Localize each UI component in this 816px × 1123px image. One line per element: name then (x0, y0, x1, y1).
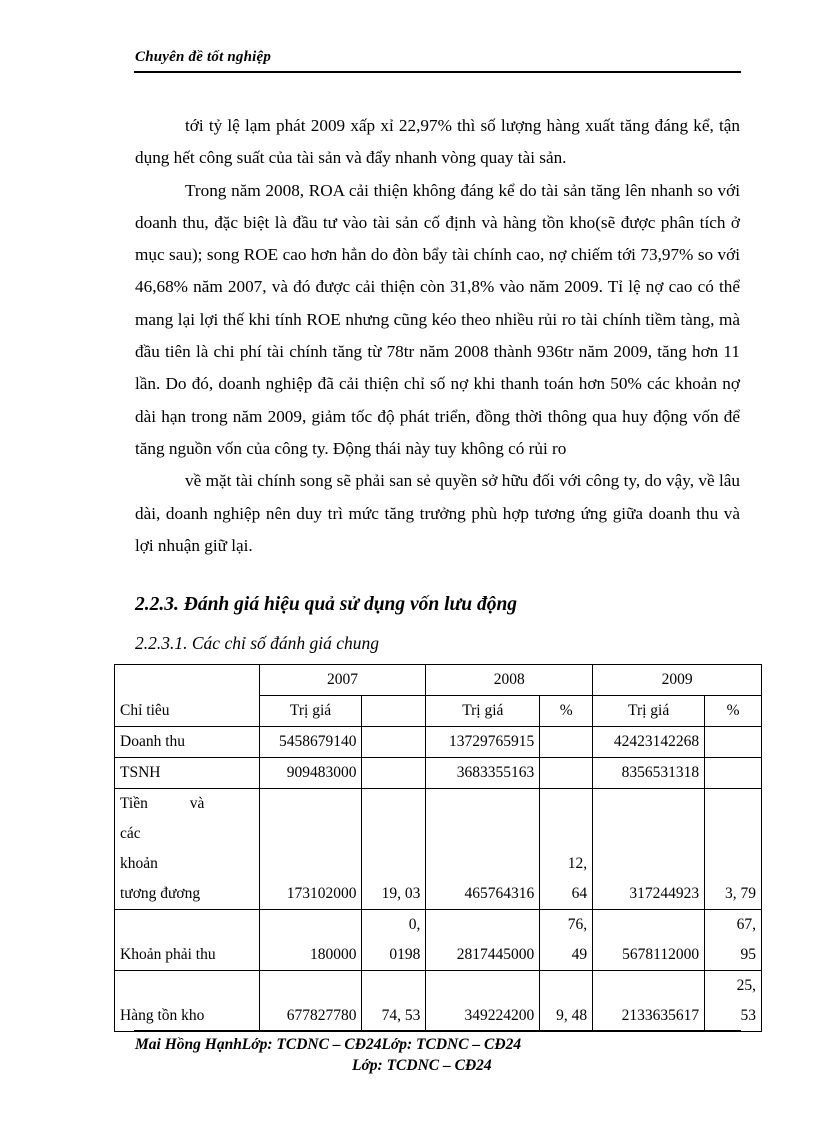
paragraph-1: tới tỷ lệ lạm phát 2009 xấp xỉ 22,97% thì số lượng hàng xuất tăng đáng kể, tận dụng hết công suất của tài sản và đẩy nhanh vòng quay tài sản. (135, 116, 740, 168)
cell-percent (705, 971, 762, 1032)
cell-value: 173102000 (259, 789, 362, 910)
cell-percent-line: 53 (740, 1007, 756, 1024)
column-header-year: 2007 (259, 665, 426, 696)
indicator-table (114, 664, 762, 1032)
cell-percent: 19, 03 (362, 789, 426, 910)
cell-percent-line: 64 (571, 885, 588, 902)
cell-percent-line: 25, (736, 977, 756, 994)
paragraph-3: về mặt tài chính song sẽ phải san sẻ quyền sở hữu đối với công ty, do vậy, về lâu dài, doanh nghiệp nên duy trì mức tăng trưởng phù hợp tương ứng giữa doanh thu và lợi nhuận giữ lại. (135, 471, 740, 555)
cell-percent (540, 758, 593, 789)
cell-percent (362, 910, 426, 971)
cell-percent-line: 12, (567, 855, 588, 872)
page-header (134, 47, 741, 73)
column-header-year: 2008 (426, 665, 593, 696)
column-header-value: Trị giá (593, 696, 705, 727)
cell-percent (705, 758, 762, 789)
cell-value: 5678112000 (593, 910, 705, 971)
row-label: TSNH (115, 758, 260, 789)
footer-line-1: Mai Hồng HạnhLớp: TCDNC – CĐ24Lớp: TCDNC – CĐ24 (135, 1036, 522, 1053)
section-heading: 2.2.3. Đánh giá hiệu quả sử dụng vốn lưu động (135, 594, 518, 615)
cell-value: 2133635617 (593, 971, 705, 1032)
cell-percent: 74, 53 (362, 971, 426, 1032)
cell-percent-line: 95 (740, 946, 756, 963)
cell-value: 317244923 (593, 789, 705, 910)
row-label: Khoản phải thu (115, 910, 260, 971)
cell-percent (362, 727, 426, 758)
cell-value: 5458679140 (259, 727, 362, 758)
table-row (115, 727, 762, 758)
cell-value: 349224200 (426, 971, 540, 1032)
column-header-percent: % (540, 696, 593, 727)
cell-value: 465764316 (426, 789, 540, 910)
row-label (115, 789, 260, 910)
subsection-heading: 2.2.3.1. Các chỉ số đánh giá chung (135, 633, 380, 653)
header-title: Chuyên đề tốt nghiệp (135, 49, 272, 65)
row-label: Hàng tồn kho (115, 971, 260, 1032)
cell-percent (362, 758, 426, 789)
table-row (115, 789, 762, 910)
footer-divider (134, 1030, 741, 1032)
cell-value: 3683355163 (426, 758, 540, 789)
cell-percent-line: 0198 (389, 946, 421, 963)
cell-percent (705, 910, 762, 971)
paragraph-2: Trong năm 2008, ROA cải thiện không đáng kể do tài sản tăng lên nhanh so với doanh thu, đặc biệt là đầu tư vào tài sản cố định và hàng tồn kho(sẽ được phân tích ở mục sau); song ROE cao hơn hẳn do đòn bẩy tài chính cao, nợ chiếm tới 73,97% so với 46,68% năm 2007, và đó được cải thiện còn 31,8% vào năm 2009. Tỉ lệ nợ cao có thể mang lại lợi thế khi tính ROE nhưng cũng kéo theo nhiều rủi ro tài chính tiềm tàng, mà đầu tiên là chi phí tài chính tăng từ 78tr năm 2008 thành 936tr năm 2009, tăng hơn 11 lần. Do đó, doanh nghiệp đã cải thiện chỉ số nợ khi thanh toán hơn 50% các khoản nợ dài hạn trong năm 2009, giảm tốc độ phát triển, đồng thời thông qua huy động vốn để tăng nguồn vốn của công ty. Động thái này tuy không có rủi ro (135, 180, 740, 458)
table-row (115, 971, 762, 1032)
column-header-empty (362, 696, 426, 727)
row-label-line: tương đương (120, 885, 201, 902)
cell-percent-line: 67, (736, 916, 756, 933)
cell-value: 180000 (259, 910, 362, 971)
cell-percent (540, 789, 593, 910)
cell-value: 677827780 (259, 971, 362, 1032)
table-row (115, 758, 762, 789)
row-label-line: khoản (120, 855, 158, 872)
cell-percent-line: 0, (408, 916, 421, 933)
column-header-value: Trị giá (426, 696, 540, 727)
cell-percent-line: 49 (571, 946, 588, 963)
column-header-value: Trị giá (259, 696, 362, 727)
footer-line-2: Lớp: TCDNC – CĐ24 (352, 1057, 492, 1074)
column-header-percent: % (705, 696, 762, 727)
cell-percent: 9, 48 (540, 971, 593, 1032)
cell-percent (540, 727, 593, 758)
cell-percent (540, 910, 593, 971)
row-label-line: Tiền và các (120, 795, 205, 842)
table-row (115, 910, 762, 971)
column-header-year: 2009 (593, 665, 762, 696)
cell-value: 13729765915 (426, 727, 540, 758)
cell-value: 42423142268 (593, 727, 705, 758)
cell-percent-line: 76, (567, 916, 588, 933)
body-text (135, 110, 740, 562)
row-label: Doanh thu (115, 727, 260, 758)
cell-percent (705, 727, 762, 758)
column-header-indicator: Chỉ tiêu (115, 665, 260, 727)
cell-value: 909483000 (259, 758, 362, 789)
cell-value: 8356531318 (593, 758, 705, 789)
cell-value: 2817445000 (426, 910, 540, 971)
table-header-row (115, 665, 762, 696)
cell-percent: 3, 79 (705, 789, 762, 910)
